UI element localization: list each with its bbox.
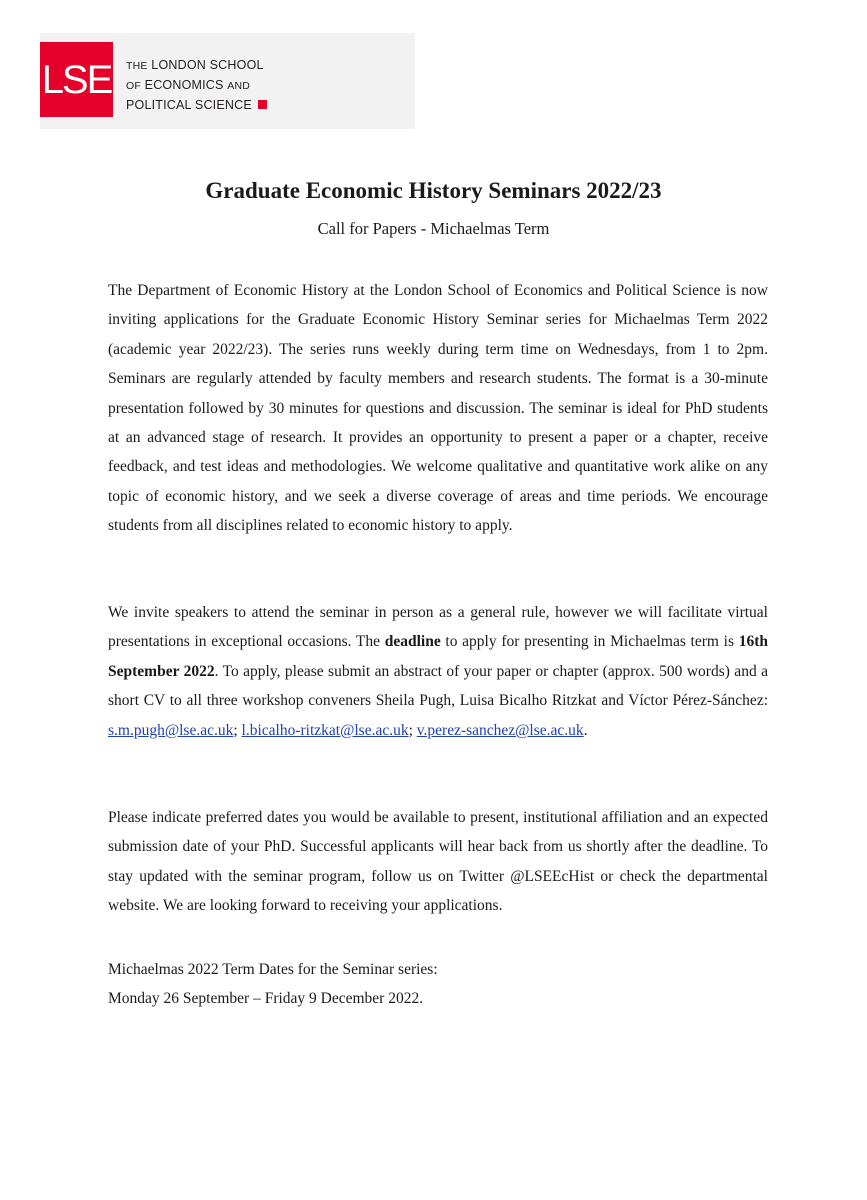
term-dates: [108, 955, 768, 1014]
email-link-bicalho-ritzkat[interactable]: l.bicalho-ritzkat@lse.ac.uk: [241, 721, 409, 739]
document-title: Graduate Economic History Seminars 2022/23: [205, 178, 662, 203]
school-name-line-2: OF ECONOMICS AND: [126, 78, 251, 92]
term-dates-heading: Michaelmas 2022 Term Dates for the Seminar series:: [108, 961, 438, 978]
deadline-date: 16th September 2022: [108, 633, 769, 680]
school-name: [126, 56, 267, 115]
document-subtitle: Call for Papers - Michaelmas Term: [317, 219, 550, 238]
email-link-perez-sanchez[interactable]: v.perez-sanchez@lse.ac.uk: [416, 721, 584, 739]
school-name-line-3: POLITICAL SCIENCE: [126, 96, 267, 115]
term-dates-range: Monday 26 September – Friday 9 December 2022.: [108, 990, 424, 1008]
school-name-line-1: THE LONDON SCHOOL: [126, 58, 264, 72]
deadline-label: deadline: [384, 633, 441, 651]
paragraph-application: We invite speakers to attend the seminar in person as a general rule, however we will facilitate virtual presentations in exceptional occasions. The deadline to apply for presenting in Michaelmas term is 16th September 2022. To apply, please submit an abstract of your paper or chapter (approx. 500 words) and a short CV to all three workshop conveners Sheila Pugh, Luisa Bicalho Ritzkat and Víctor Pérez-Sánchez: s.m.pugh@lse.ac.uk; l.bicalho-ritzkat@lse.ac.uk; v.perez-sanchez@lse.ac.uk.: [108, 604, 769, 739]
paragraph-instructions: Please indicate preferred dates you would be available to present, institutional affiliation and an expected submission date of your PhD. Successful applicants will hear back from us shortly after the deadline. To stay updated with the seminar program, follow us on Twitter @LSEEcHist or check the departmental website. We are looking forward to receiving your applications.: [108, 809, 768, 915]
red-square-icon: [258, 100, 267, 109]
lse-logo: [40, 42, 113, 117]
paragraph-intro: The Department of Economic History at the London School of Economics and Political Science is now inviting applications for the Graduate Economic History Seminar series for Michaelmas Term 2022 (academic year 2022/23). The series runs weekly during term time on Wednesdays, from 1 to 2pm. Seminars are regularly attended by faculty members and research students. The format is a 30-minute presentation followed by 30 minutes for questions and discussion. The seminar is ideal for PhD students at an advanced stage of research. It provides an opportunity to present a paper or a chapter, receive feedback, and test ideas and methodologies. We welcome qualitative and quantitative work alike on any topic of economic history, and we seek a diverse coverage of areas and time periods. We encourage students from all disciplines related to economic history to apply.: [108, 282, 768, 535]
email-link-pugh[interactable]: s.m.pugh@lse.ac.uk: [108, 721, 234, 739]
logo-text: LSE: [41, 57, 112, 102]
